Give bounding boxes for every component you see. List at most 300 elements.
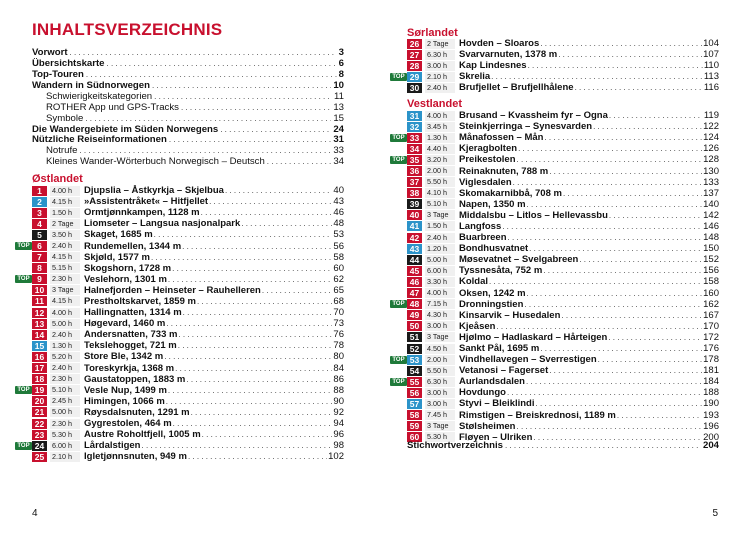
tour-duration: 5.10 h: [50, 385, 80, 395]
tour-entry[interactable]: [15, 318, 344, 329]
tour-page: 156: [703, 265, 719, 277]
tour-number: 53: [407, 355, 422, 365]
leader-dots: [220, 125, 331, 136]
tour-entry[interactable]: [390, 254, 719, 265]
tour-page: 102: [328, 451, 344, 463]
tour-page: 98: [333, 440, 344, 452]
tour-name: Hallingnatten, 1314 m: [84, 307, 182, 319]
tour-number: 30: [407, 83, 422, 93]
tour-entry[interactable]: [390, 232, 719, 243]
tour-entry[interactable]: [390, 365, 719, 376]
tour-entry[interactable]: [15, 351, 344, 362]
tour-duration: 5.50 h: [425, 177, 455, 187]
tour-name: Røysdalsnuten, 1291 m: [84, 406, 190, 418]
tour-name: Rundemellen, 1344 m: [84, 240, 182, 252]
toc-entry-label: Kleines Wander-Wörterbuch Norwegisch – Deutsch: [46, 156, 265, 168]
tour-entry[interactable]: [15, 285, 344, 296]
tour-entry[interactable]: [390, 276, 719, 287]
tour-duration: 3 Tage: [425, 332, 455, 342]
tour-page: 146: [703, 220, 719, 232]
tour-name: Styvi – Bleiklindi: [459, 398, 535, 410]
top-badge-label: TOP: [392, 301, 405, 308]
leader-dots: [549, 366, 702, 375]
tour-entry[interactable]: [15, 429, 344, 440]
tour-page: 86: [333, 373, 344, 385]
tour-page: 137: [703, 187, 719, 199]
leader-dots: [209, 197, 332, 206]
leader-dots: [186, 375, 332, 384]
tour-entry[interactable]: [390, 199, 719, 210]
tour-entry[interactable]: [390, 60, 719, 71]
leader-dots: [536, 399, 703, 408]
tour-name: Brusand – Kvassheim fyr – Ogna: [459, 110, 608, 122]
tour-duration: 6.30 h: [425, 50, 455, 60]
leader-dots: [549, 167, 702, 176]
tour-name: Austre Roholtfjell, 1005 m: [84, 429, 201, 441]
tour-number: 45: [407, 266, 422, 276]
tour-page: 60: [333, 262, 344, 274]
tour-entry[interactable]: [15, 263, 344, 274]
toc-entry-page: 10: [333, 79, 344, 91]
tour-number: 48: [407, 299, 422, 309]
tour-page: 128: [703, 154, 719, 166]
tour-page: 96: [333, 429, 344, 441]
tour-entry[interactable]: [15, 407, 344, 418]
tour-page: 162: [703, 298, 719, 310]
tour-page: 119: [703, 110, 719, 122]
tour-entry[interactable]: [15, 418, 344, 429]
toc-entry-page: 31: [333, 134, 344, 146]
tour-entry[interactable]: [390, 243, 719, 254]
tour-name: Skaget, 1685 m: [84, 229, 153, 241]
tour-duration: 2 Tage: [50, 219, 80, 229]
toc-entry[interactable]: [32, 103, 344, 114]
tour-number: 57: [407, 399, 422, 409]
index-label: Stichwortverzeichnis: [407, 439, 503, 451]
section-heading-vestlandet: Vestlandet: [407, 98, 463, 110]
tour-name: Skogshorn, 1728 m: [84, 262, 172, 274]
tour-number: 14: [32, 330, 47, 340]
tour-name: Fløyen – Ulriken: [459, 431, 533, 443]
tour-name: Hovden – Sloaros: [459, 38, 540, 50]
tour-duration: 1.50 h: [425, 221, 455, 231]
tour-number: 46: [407, 277, 422, 287]
tour-entry[interactable]: [390, 71, 719, 82]
tour-page: 190: [703, 398, 719, 410]
tour-number: 36: [407, 166, 422, 176]
top-badge-label: TOP: [392, 156, 405, 163]
leader-dots: [201, 208, 333, 217]
toc-entry-page: 6: [338, 57, 344, 69]
tour-number: 44: [407, 255, 422, 265]
toc-entry[interactable]: [32, 157, 344, 168]
tour-duration: 4.00 h: [425, 288, 455, 298]
tour-name: Vetanosi – Fagerset: [459, 365, 549, 377]
tour-duration: 2.40 h: [425, 233, 455, 243]
top-badge-label: TOP: [392, 356, 405, 363]
tour-duration: 3 Tage: [425, 421, 455, 431]
tour-entry[interactable]: [15, 274, 344, 285]
tour-name: Stølsheimen: [459, 420, 516, 432]
leader-dots: [85, 114, 331, 125]
tour-duration: 2.40 h: [50, 363, 80, 373]
leader-dots: [107, 59, 337, 70]
tour-entry[interactable]: [390, 288, 719, 299]
tour-name: Dronningstien: [459, 298, 524, 310]
tour-duration: 6.00 h: [425, 266, 455, 276]
tour-duration: 4.15 h: [50, 296, 80, 306]
tour-entry[interactable]: [15, 363, 344, 374]
tour-page: 94: [333, 418, 344, 430]
tour-name: Store Ble, 1342 m: [84, 351, 164, 363]
tour-entry[interactable]: [390, 221, 719, 232]
tour-duration: 5.20 h: [50, 352, 80, 362]
tour-name: Veslehorn, 1301 m: [84, 273, 167, 285]
tour-page: 110: [703, 60, 719, 72]
tour-entry[interactable]: [15, 307, 344, 318]
right-page: [375, 0, 750, 535]
leader-dots: [561, 311, 702, 320]
toc-entry[interactable]: [32, 136, 344, 147]
top-badge-label: TOP: [17, 442, 30, 449]
tour-name: Kinsarvik – Husedalen: [459, 309, 561, 321]
toc-entry-page: 34: [333, 156, 344, 168]
tour-entry[interactable]: [15, 196, 344, 207]
tour-name: Langfoss: [459, 220, 502, 232]
tour-page: 43: [333, 196, 344, 208]
tour-entry[interactable]: [390, 421, 719, 432]
tour-name: Vesle Nup, 1499 m: [84, 384, 167, 396]
leader-dots: [166, 319, 332, 328]
tour-number: 2: [32, 197, 47, 207]
tour-name: Skjøld, 1577 m: [84, 251, 151, 263]
leader-dots: [188, 452, 327, 461]
tour-number: 19: [32, 385, 47, 395]
tour-entry[interactable]: [390, 154, 719, 165]
tour-name: Vindhellavegen – Sverrestigen: [459, 354, 597, 366]
tour-number: 23: [32, 430, 47, 440]
tour-number: 41: [407, 221, 422, 231]
leader-dots: [154, 92, 332, 103]
tour-duration: 7.15 h: [425, 299, 455, 309]
leader-dots: [181, 103, 331, 114]
leader-dots: [142, 441, 333, 450]
leader-dots: [508, 233, 703, 242]
tour-name: Rimstigen – Breiskrednosi, 1189 m: [459, 409, 616, 421]
tour-page: 65: [333, 284, 344, 296]
tour-number: 16: [32, 352, 47, 362]
ostlandet-tour-list: [15, 185, 344, 462]
tour-number: 32: [407, 122, 422, 132]
tour-entry[interactable]: [15, 385, 344, 396]
index-entry[interactable]: [407, 441, 719, 452]
tour-duration: 1.50 h: [50, 208, 80, 218]
tour-name: Ormtjønnkampen, 1128 m: [84, 207, 200, 219]
top-badge-label: TOP: [392, 378, 405, 385]
tour-page: 104: [703, 38, 719, 50]
tour-page: 184: [703, 376, 719, 388]
tour-entry[interactable]: [390, 321, 719, 332]
tour-duration: 2.10 h: [425, 72, 455, 82]
tour-entry[interactable]: [390, 210, 719, 221]
tour-entry[interactable]: [390, 110, 719, 121]
tour-name: Prestholtskarvet, 1859 m: [84, 295, 196, 307]
tour-duration: 3 Tage: [50, 285, 80, 295]
toc-entry-page: 13: [333, 101, 344, 113]
tour-entry[interactable]: [15, 440, 344, 451]
tour-number: 54: [407, 366, 422, 376]
tour-name: Månafossen – Mån: [459, 132, 544, 144]
tour-duration: 2.00 h: [425, 166, 455, 176]
leader-dots: [527, 200, 703, 209]
leader-dots: [593, 122, 702, 131]
tour-entry[interactable]: [15, 240, 344, 251]
tour-number: 3: [32, 208, 47, 218]
tour-page: 116: [703, 82, 719, 94]
leader-dots: [543, 266, 702, 275]
tour-name: Liomseter – Langsua nasjonalpark: [84, 218, 241, 230]
leader-dots: [526, 377, 702, 386]
tour-name: Reinaknuten, 788 m: [459, 165, 549, 177]
tour-page: 84: [333, 362, 344, 374]
tour-duration: 2.30 h: [50, 374, 80, 384]
tour-name: Himingen, 1066 m: [84, 395, 165, 407]
leader-dots: [172, 264, 332, 273]
tour-entry[interactable]: [15, 374, 344, 385]
leader-dots: [617, 411, 702, 420]
tour-duration: 5.00 h: [425, 255, 455, 265]
toc-entry-page: 11: [334, 90, 344, 102]
toc-entry-label: Vorwort: [32, 46, 68, 58]
leader-dots: [241, 219, 332, 228]
top-badge-label: TOP: [17, 243, 30, 250]
toc-entry-label: Die Wandergebiete im Süden Norwegens: [32, 123, 219, 135]
tour-number: 33: [407, 133, 422, 143]
toc-entry-label: Übersichtskarte: [32, 57, 105, 69]
tour-page: 90: [333, 395, 344, 407]
toc-entry[interactable]: [32, 114, 344, 125]
top-badge-label: TOP: [17, 387, 30, 394]
toc-entry-page: 33: [333, 145, 344, 157]
tour-duration: 4.10 h: [425, 188, 455, 198]
tour-entry[interactable]: [15, 329, 344, 340]
leader-dots: [154, 230, 333, 239]
tour-number: 5: [32, 230, 47, 240]
tour-number: 15: [32, 341, 47, 351]
top-badge: [15, 276, 32, 282]
tour-entry[interactable]: [390, 121, 719, 132]
tour-page: 140: [703, 198, 719, 210]
tour-number: 1: [32, 186, 47, 196]
top-badge: [390, 357, 407, 363]
leader-dots: [540, 344, 702, 353]
tour-duration: 4.00 h: [50, 186, 80, 196]
toc-entry-label: Symbole: [46, 112, 84, 124]
page-number-right: 5: [712, 508, 718, 519]
tour-number: 40: [407, 210, 422, 220]
tour-number: 18: [32, 374, 47, 384]
tour-number: 43: [407, 244, 422, 254]
tour-name: Middalsbu – Litlos – Hellevassbu: [459, 209, 608, 221]
tour-page: 48: [333, 218, 344, 230]
tour-duration: 3.00 h: [425, 388, 455, 398]
leader-dots: [178, 330, 332, 339]
tour-number: 26: [407, 39, 422, 49]
leader-dots: [517, 155, 703, 164]
tour-entry[interactable]: [390, 49, 719, 60]
tour-entry[interactable]: [15, 451, 344, 462]
tour-name: Viglesdalen: [459, 176, 512, 188]
tour-entry[interactable]: [390, 38, 719, 49]
leader-dots: [164, 352, 332, 361]
toc-entry-page: 24: [333, 123, 344, 135]
tour-page: 76: [333, 329, 344, 341]
tour-duration: 2.30 h: [50, 274, 80, 284]
tour-entry[interactable]: [390, 265, 719, 276]
tour-name: Tyssnesåta, 752 m: [459, 265, 543, 277]
page-title: INHALTSVERZEICHNIS: [32, 20, 223, 39]
tour-entry[interactable]: [15, 296, 344, 307]
tour-number: 6: [32, 241, 47, 251]
top-badge: [390, 301, 407, 307]
tour-number: 51: [407, 332, 422, 342]
top-badge: [15, 443, 32, 449]
tour-number: 12: [32, 308, 47, 318]
tour-name: Hovdungo: [459, 387, 506, 399]
tour-page: 152: [703, 254, 719, 266]
tour-duration: 1.30 h: [425, 133, 455, 143]
tour-duration: 2.10 h: [50, 452, 80, 462]
tour-page: 107: [703, 49, 719, 61]
tour-number: 58: [407, 410, 422, 420]
leader-dots: [544, 133, 702, 142]
sorlandet-tour-list: [390, 38, 719, 93]
tour-page: 196: [703, 420, 719, 432]
tour-name: Oksen, 1242 m: [459, 287, 526, 299]
leader-dots: [575, 83, 703, 92]
tour-duration: 5.00 h: [50, 407, 80, 417]
tour-entry[interactable]: [390, 354, 719, 365]
tour-duration: 4.00 h: [425, 111, 455, 121]
tour-number: 8: [32, 263, 47, 273]
tour-name: Halnefjorden – Heinseter – Rauhelleren: [84, 284, 261, 296]
tour-number: 21: [32, 407, 47, 417]
tour-page: 124: [703, 132, 719, 144]
tour-page: 181: [703, 365, 719, 377]
tour-duration: 4.40 h: [425, 144, 455, 154]
tour-name: Brufjellet – Brufjellhålene: [459, 82, 574, 94]
tour-name: Kap Lindesnes: [459, 60, 527, 72]
tour-duration: 2.40 h: [425, 83, 455, 93]
tour-name: Andersnatten, 733 m: [84, 329, 178, 341]
leader-dots: [609, 111, 703, 120]
tour-entry[interactable]: [15, 229, 344, 240]
tour-duration: 6.30 h: [425, 377, 455, 387]
leader-dots: [608, 333, 702, 342]
tour-name: Skomakarnibbå, 708 m: [459, 187, 562, 199]
tour-entry[interactable]: [15, 207, 344, 218]
leader-dots: [529, 244, 702, 253]
tour-page: 73: [333, 318, 344, 330]
tour-entry[interactable]: [390, 387, 719, 398]
tour-entry[interactable]: [15, 218, 344, 229]
top-badge: [15, 243, 32, 249]
leader-dots: [191, 408, 333, 417]
tour-page: 78: [333, 340, 344, 352]
tour-entry[interactable]: [15, 396, 344, 407]
toc-entry-label: Schwierigkeitskategorien: [46, 90, 153, 102]
tour-page: 113: [703, 71, 719, 83]
tour-entry[interactable]: [390, 188, 719, 199]
leader-dots: [173, 419, 333, 428]
tour-page: 142: [703, 209, 719, 221]
leader-dots: [168, 275, 333, 284]
tour-duration: 2.30 h: [50, 419, 80, 429]
tour-entry[interactable]: [15, 340, 344, 351]
tour-page: 40: [333, 185, 344, 197]
tour-page: 193: [703, 409, 719, 421]
tour-duration: 3.50 h: [50, 230, 80, 240]
tour-name: Igletjønnsnuten, 949 m: [84, 451, 187, 463]
tour-entry[interactable]: [15, 252, 344, 263]
leader-dots: [175, 364, 332, 373]
tour-page: 178: [703, 354, 719, 366]
tour-name: Hjølmo – Hadlaskard – Hårteigen: [459, 331, 608, 343]
tour-page: 126: [703, 143, 719, 155]
tour-entry[interactable]: [390, 398, 719, 409]
tour-number: 59: [407, 421, 422, 431]
section-heading-sorlandet: Sørlandet: [407, 27, 458, 39]
tour-name: Bondhusvatnet: [459, 243, 529, 255]
tour-entry[interactable]: [390, 132, 719, 143]
toc-entry-label: Top-Touren: [32, 68, 84, 80]
tour-entry[interactable]: [390, 299, 719, 310]
tour-name: Kjeåsen: [459, 320, 496, 332]
tour-entry[interactable]: [390, 82, 719, 93]
tour-entry[interactable]: [390, 165, 719, 176]
tour-duration: 2.40 h: [50, 330, 80, 340]
tour-entry[interactable]: [390, 310, 719, 321]
tour-entry[interactable]: [15, 185, 344, 196]
tour-entry[interactable]: [390, 410, 719, 421]
tour-page: 176: [703, 343, 719, 355]
page-number-left: 4: [32, 508, 38, 519]
tour-entry[interactable]: [390, 376, 719, 387]
tour-number: 9: [32, 274, 47, 284]
tour-page: 160: [703, 287, 719, 299]
tour-name: Kjeragbolten: [459, 143, 518, 155]
tour-number: 49: [407, 310, 422, 320]
tour-page: 80: [333, 351, 344, 363]
leader-dots: [518, 144, 702, 153]
tour-page: 167: [703, 309, 719, 321]
tour-duration: 4.15 h: [50, 197, 80, 207]
tour-duration: 5.10 h: [425, 199, 455, 209]
tour-duration: 3 Tage: [425, 210, 455, 220]
leader-dots: [527, 289, 703, 298]
tour-entry[interactable]: [390, 143, 719, 154]
tour-entry[interactable]: [390, 332, 719, 343]
top-badge: [390, 157, 407, 163]
tour-page: 150: [703, 243, 719, 255]
tour-page: 62: [333, 273, 344, 285]
leader-dots: [517, 422, 703, 431]
tour-entry[interactable]: [390, 177, 719, 188]
tour-entry[interactable]: [390, 343, 719, 354]
tour-name: Gygrestolen, 464 m: [84, 418, 172, 430]
tour-duration: 4.50 h: [425, 344, 455, 354]
tour-page: 53: [333, 229, 344, 241]
